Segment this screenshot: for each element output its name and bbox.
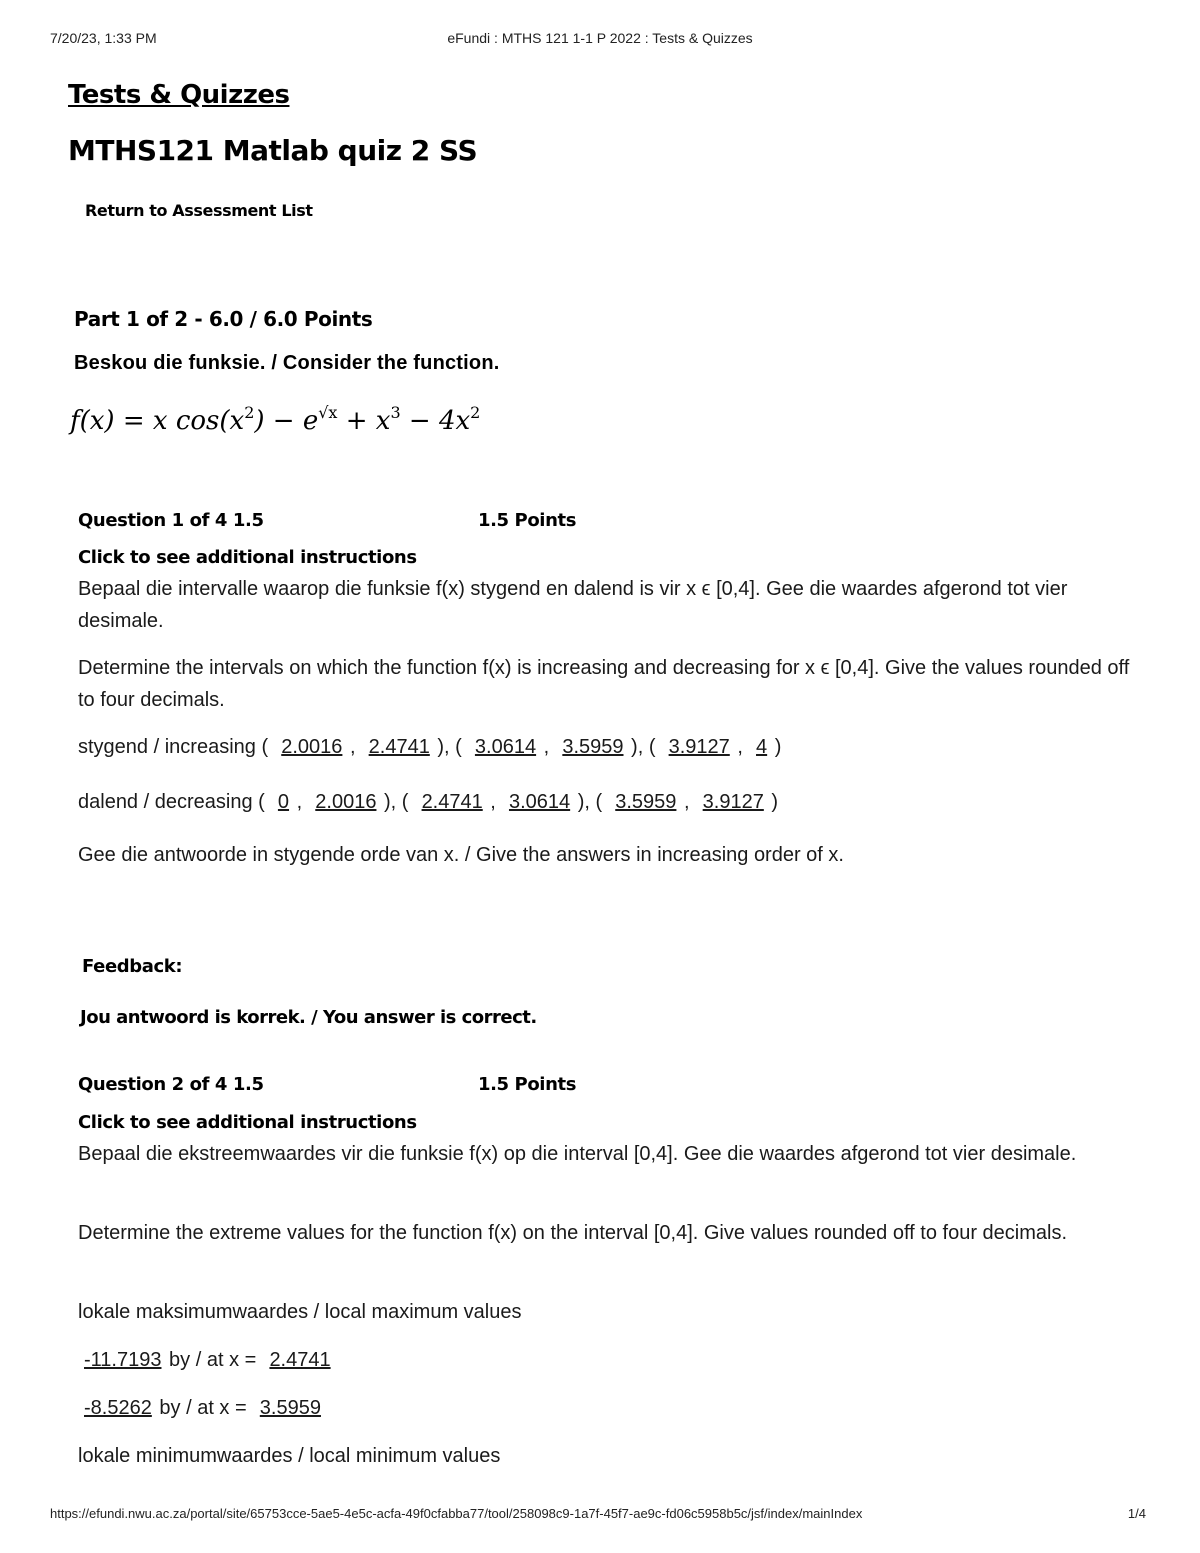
at-label: by / at x =	[159, 1397, 247, 1419]
local-max-row-1	[82, 1349, 333, 1372]
local-max-label: lokale maksimumwaardes / local maximum values	[78, 1301, 522, 1323]
formula-mid: ) − e	[254, 406, 319, 436]
question-2-text-af: Bepaal die ekstreemwaardes vir die funksie f(x) op die interval [0,4]. Gee die waardes afgerond tot vier desimale.	[78, 1143, 1077, 1165]
part-heading: Part 1 of 2 - 6.0 / 6.0 Points	[74, 307, 373, 331]
question-1-text-en: Determine the intervals on which the function f(x) is increasing and decreasing for x ϵ [0,4]. Give the values rounded off to four decimals.	[78, 657, 1130, 711]
local-max-x: 2.4741	[269, 1349, 331, 1371]
question-2-instructions-link[interactable]: Click to see additional instructions	[78, 1112, 417, 1133]
increasing-answer: 3.5959	[562, 736, 624, 758]
formula-plus: + x	[337, 406, 391, 436]
decreasing-answer: 2.4741	[421, 791, 483, 813]
increasing-label: stygend / increasing	[78, 736, 256, 758]
question-1-instructions-link[interactable]: Click to see additional instructions	[78, 547, 417, 568]
local-max-row-2	[82, 1397, 323, 1420]
return-to-assessment-list-link[interactable]: Return to Assessment List	[85, 201, 313, 220]
feedback-text: Jou antwoord is korrek. / You answer is correct.	[80, 1007, 537, 1028]
page-heading: Tests & Quizzes	[68, 80, 290, 110]
formula-exp-sqrt: √x	[318, 403, 338, 422]
decreasing-answer: 0	[277, 791, 290, 813]
question-2-heading: Question 2 of 4 1.5	[78, 1074, 264, 1095]
print-url: https://efundi.nwu.ac.za/portal/site/65753cce-5ae5-4e5c-acfa-49f0cfabba77/tool/258098c9-1a7f-45f7-ae9c-fd06c5958b5c/jsf/index/mainIndex	[50, 1506, 863, 1521]
formula-exp-2b: 2	[470, 403, 481, 422]
print-datetime: 7/20/23, 1:33 PM	[50, 30, 157, 46]
decreasing-row: dalend / decreasing ( 0 , 2.0016 ), ( 2.4741 , 3.0614 ), ( 3.5959 , 3.9127 )	[78, 791, 779, 813]
decreasing-answer: 3.9127	[702, 791, 764, 813]
question-1-text-af: Bepaal die intervalle waarop die funksie f(x) stygend en dalend is vir x ϵ [0,4]. Gee die waardes afgerond tot vier desimale.	[78, 578, 1068, 632]
formula-minus: − 4x	[400, 406, 471, 436]
question-1-note: Gee die antwoorde in stygende orde van x. / Give the answers in increasing order of x.	[78, 844, 844, 866]
quiz-title: MTHS121 Matlab quiz 2 SS	[68, 134, 478, 167]
decreasing-answer: 2.0016	[315, 791, 377, 813]
print-page-number: 1/4	[1127, 1506, 1146, 1521]
formula-exp-3: 3	[390, 403, 401, 422]
formula-exp-2: 2	[244, 403, 255, 422]
local-min-label: lokale minimumwaardes / local minimum values	[78, 1445, 501, 1467]
question-1-heading: Question 1 of 4 1.5	[78, 510, 264, 531]
question-2-text-en: Determine the extreme values for the function f(x) on the interval [0,4]. Give values rounded off to four decimals.	[78, 1222, 1068, 1244]
question-2-points: 1.5 Points	[478, 1074, 577, 1095]
decreasing-answer: 3.0614	[508, 791, 571, 813]
local-max-x: 3.5959	[259, 1397, 321, 1419]
increasing-answer: 2.4741	[368, 736, 430, 758]
function-formula	[70, 403, 481, 436]
at-label: by / at x =	[169, 1349, 257, 1371]
decreasing-label: dalend / decreasing	[78, 791, 253, 813]
increasing-answer: 2.0016	[281, 736, 343, 758]
increasing-answer: 3.9127	[668, 736, 730, 758]
increasing-answer: 4	[756, 736, 768, 758]
formula-lhs: f(x) = x cos(x	[70, 406, 245, 436]
question-1-points: 1.5 Points	[478, 510, 577, 531]
part-intro: Beskou die funksie. / Consider the function.	[74, 352, 500, 374]
local-max-value: -8.5262	[84, 1397, 152, 1419]
increasing-answer: 3.0614	[474, 736, 537, 758]
feedback-label: Feedback:	[82, 956, 183, 977]
increasing-row: stygend / increasing ( 2.0016 , 2.4741 ), ( 3.0614 , 3.5959 ), ( 3.9127 , 4 )	[78, 736, 782, 758]
print-page-title: eFundi : MTHS 121 1-1 P 2022 : Tests & Quizzes	[447, 30, 753, 46]
decreasing-answer: 3.5959	[615, 791, 677, 813]
local-max-value: -11.7193	[84, 1349, 162, 1371]
